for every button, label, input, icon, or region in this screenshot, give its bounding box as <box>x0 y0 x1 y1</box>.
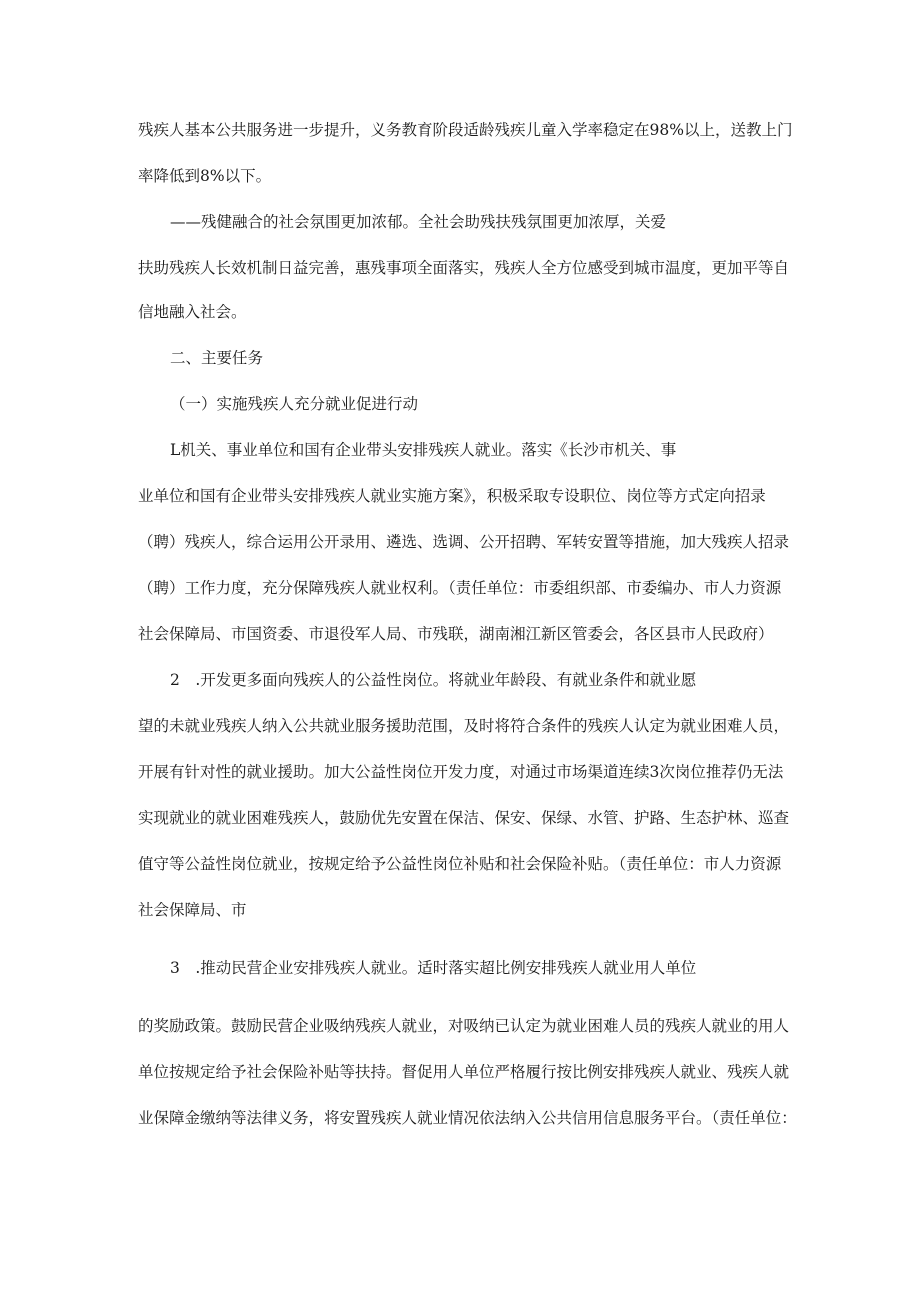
paragraph-line: 率降低到8%以下。 <box>138 167 272 185</box>
paragraph-line: 实现就业的就业困难残疾人，鼓励优先安置在保洁、保安、保绿、水管、护路、生态护林、巡查 <box>138 809 790 827</box>
paragraph-line: 业单位和国有企业带头安排残疾人就业实施方案》，积极采取专设职位、岗位等方式定向招录 <box>138 487 766 505</box>
paragraph-line: ——残健融合的社会氛围更加浓郁。全社会助残扶残氛围更加浓厚，关爱 <box>170 213 667 231</box>
paragraph-line: L机关、事业单位和国有企业带头安排残疾人就业。落实《长沙市机关、事 <box>170 441 677 459</box>
paragraph-line: 开展有针对性的就业援助。加大公益性岗位开发力度，对通过市场渠道连续3次岗位推荐仍无法 <box>138 763 784 781</box>
paragraph-line: 3 .推动民营企业安排残疾人就业。适时落实超比例安排残疾人就业用人单位 <box>170 959 697 977</box>
subsection-heading: （一）实施残疾人充分就业促进行动 <box>170 395 419 413</box>
paragraph-line: 信地融入社会。 <box>138 303 247 321</box>
paragraph-line: （聘）残疾人，综合运用公开录用、遴选、选调、公开招聘、军转安置等措施，加大残疾人招录 <box>138 533 790 551</box>
paragraph-line: （聘）工作力度，充分保障残疾人就业权利。（责任单位：市委组织部、市委编办、市人力资源 <box>138 579 782 597</box>
paragraph-line: 的奖励政策。鼓励民营企业吸纳残疾人就业，对吸纳已认定为就业困难人员的残疾人就业的用人 <box>138 1017 790 1035</box>
paragraph-line: 残疾人基本公共服务进一步提升，义务教育阶段适龄残疾儿童入学率稳定在98%以上，送教上门 <box>138 121 793 139</box>
paragraph-line: 单位按规定给予社会保险补贴等扶持。督促用人单位严格履行按比例安排残疾人就业、残疾人就 <box>138 1063 790 1081</box>
paragraph-line: 业保障金缴纳等法律义务，将安置残疾人就业情况依法纳入公共信用信息服务平台。（责任单位： <box>138 1109 797 1127</box>
section-heading: 二、主要任务 <box>170 349 264 367</box>
paragraph-line: 值守等公益性岗位就业，按规定给予公益性岗位补贴和社会保险补贴。（责任单位：市人力资源 <box>138 855 782 873</box>
paragraph-line: 社会保障局、市国资委、市退役军人局、市残联，湖南湘江新区管委会，各区县市人民政府） <box>138 625 774 643</box>
paragraph-line: 2 .开发更多面向残疾人的公益性岗位。将就业年龄段、有就业条件和就业愿 <box>170 671 697 689</box>
paragraph-line: 望的未就业残疾人纳入公共就业服务援助范围，及时将符合条件的残疾人认定为就业困难人员， <box>138 717 790 735</box>
paragraph-line: 社会保障局、市 <box>138 901 247 919</box>
paragraph-line: 扶助残疾人长效机制日益完善，惠残事项全面落实，残疾人全方位感受到城市温度，更加平等自 <box>138 259 790 277</box>
